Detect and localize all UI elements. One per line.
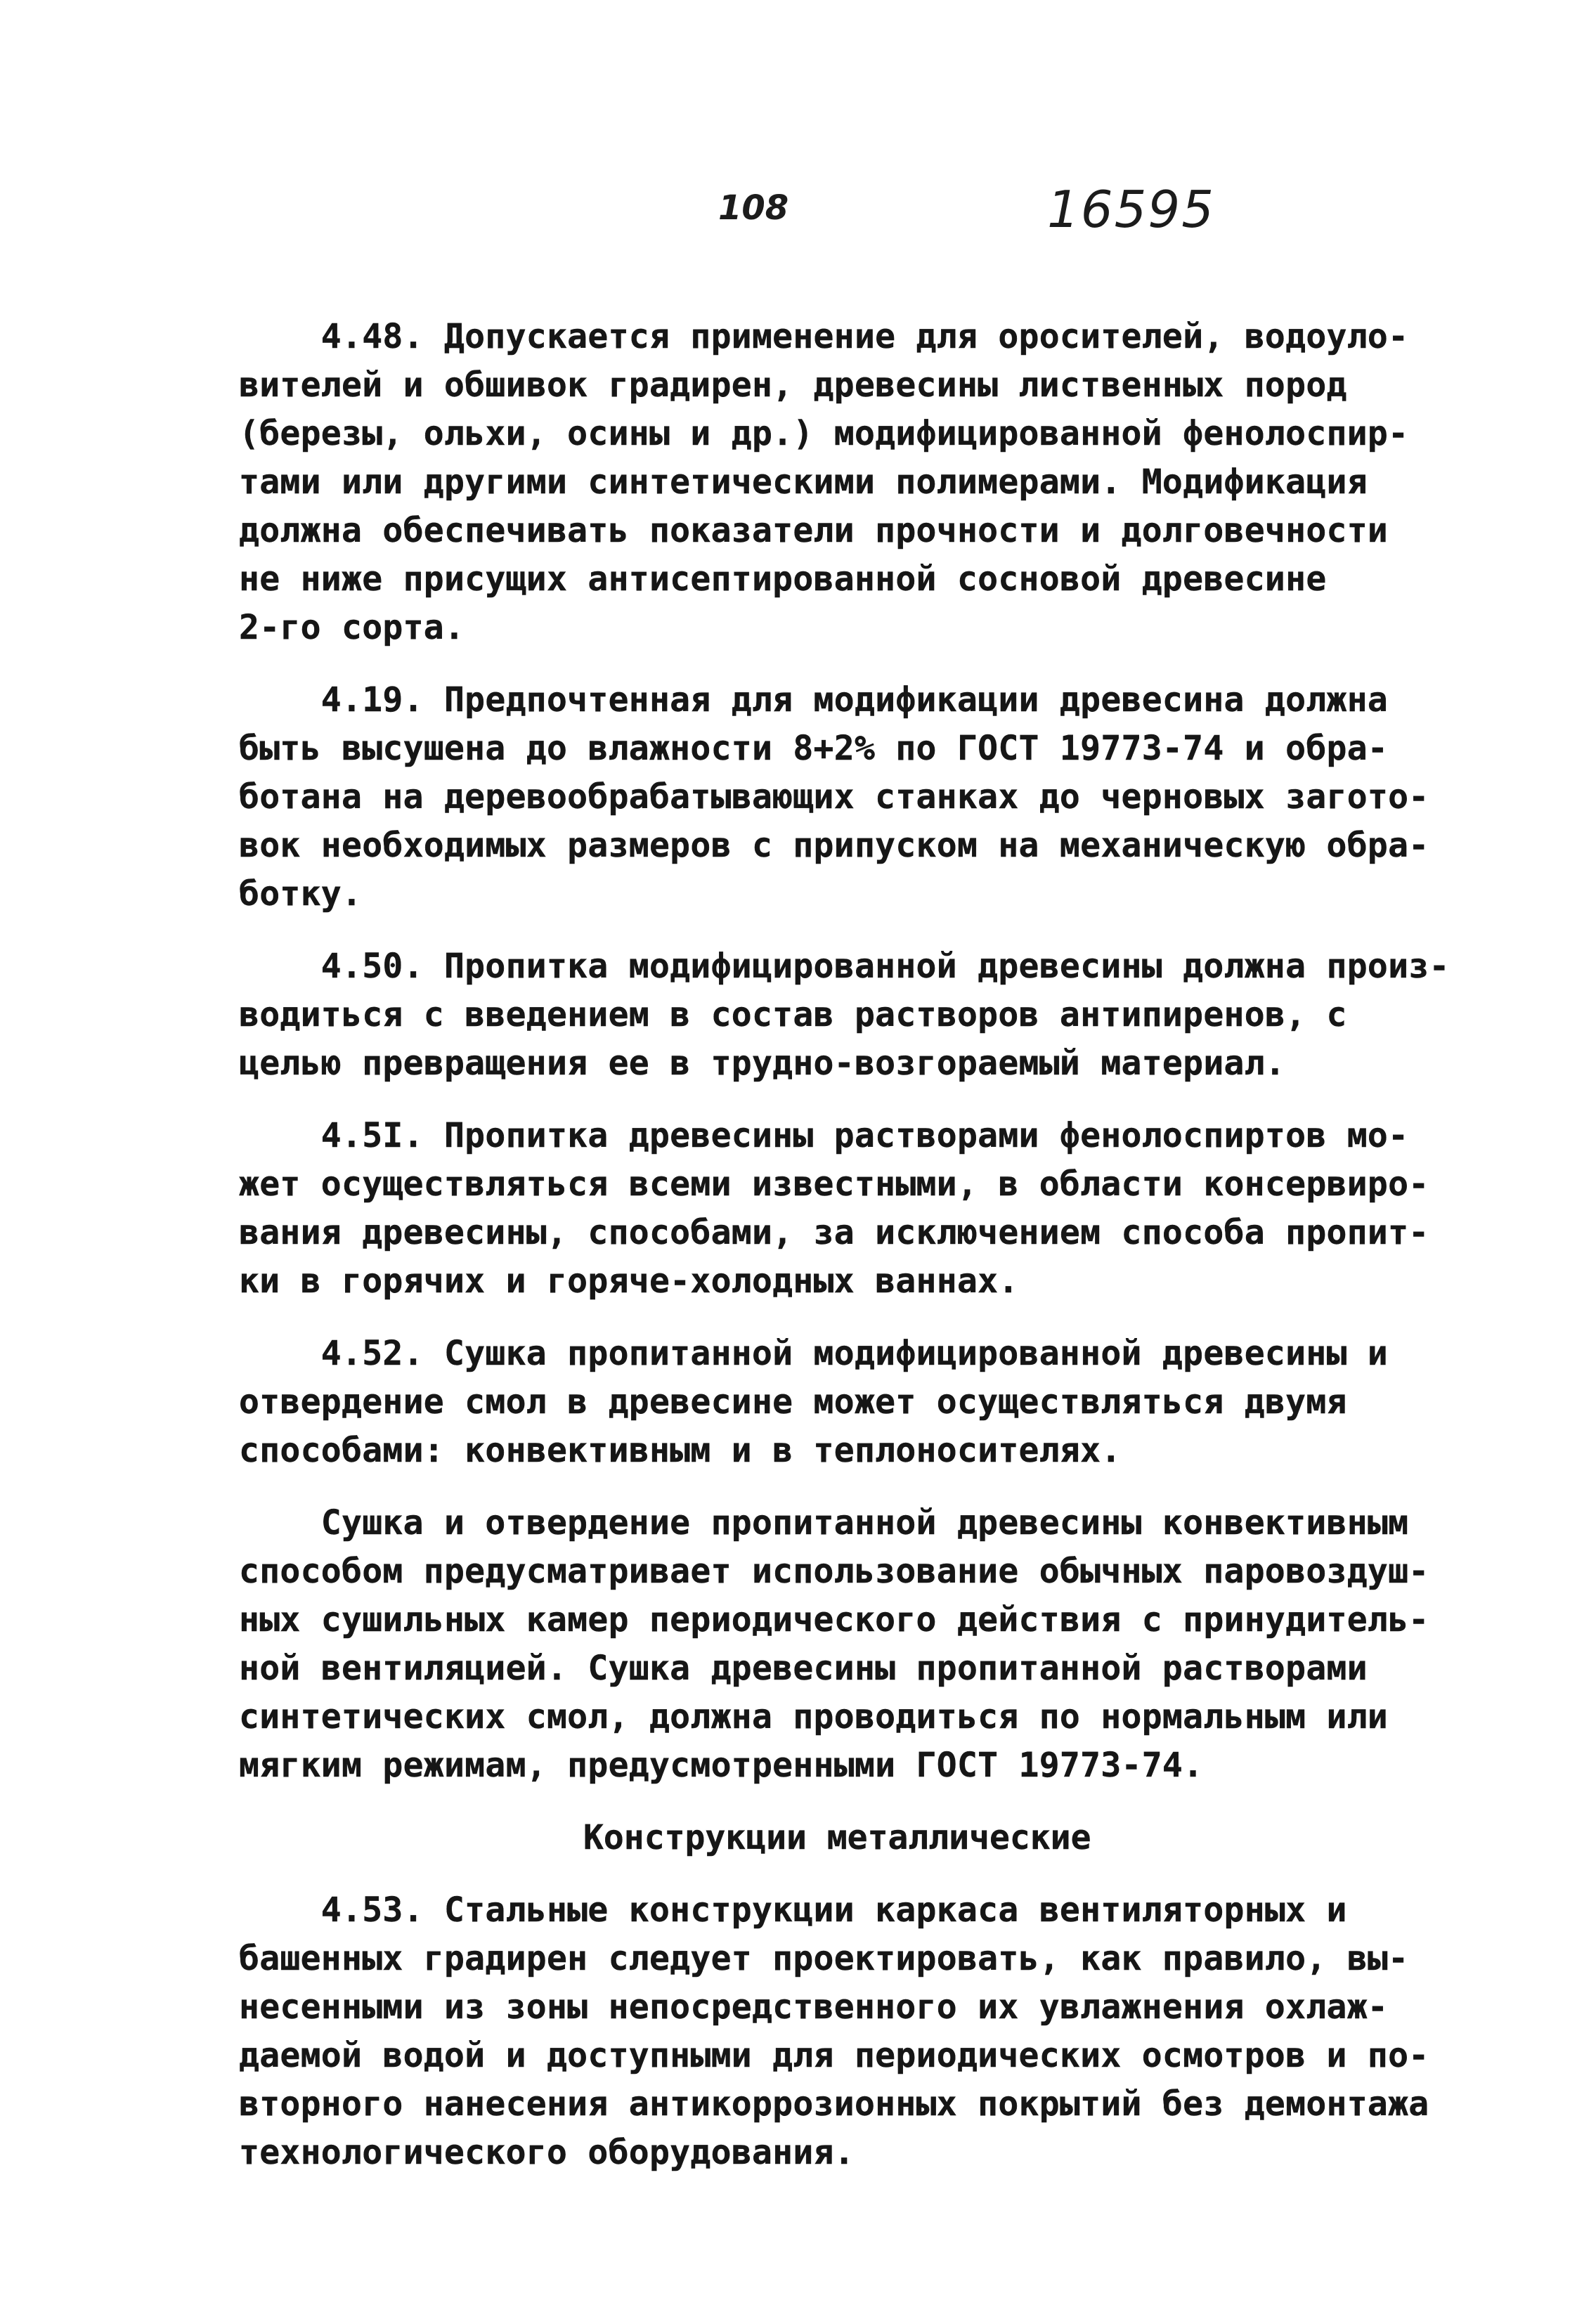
text-line: вок необходимых размеров с припуском на механическую обра- [239, 826, 1429, 865]
text-line: 4.53. Стальные конструкции каркаса вентиляторных и [239, 1890, 1347, 1930]
text-line: вителей и обшивок градирен, древесины лиственных пород [239, 365, 1347, 405]
text-line: вания древесины, способами, за исключением способа пропит- [239, 1213, 1429, 1252]
paragraph-spacer [239, 918, 1448, 942]
document-body [239, 313, 1448, 2177]
paragraph-spacer [239, 1088, 1448, 1112]
paragraph-spacer [239, 1790, 1448, 1814]
paragraph-4-49 [239, 676, 1448, 918]
paragraph-4-50 [239, 942, 1448, 1088]
paragraph-drying [239, 1499, 1448, 1790]
page-number: 108 [718, 188, 789, 228]
text-line: 4.50. Пропитка модифицированной древесины должна произ- [239, 947, 1450, 986]
text-line: ботку. [239, 874, 363, 914]
text-line: вторного нанесения антикоррозионных покрытий без демонтажа [239, 2084, 1429, 2124]
text-line: ной вентиляцией. Сушка древесины пропитанной растворами [239, 1649, 1368, 1688]
paragraph-spacer [239, 1475, 1448, 1499]
paragraph-spacer [239, 1862, 1448, 1886]
section-heading: Конструкции металлические [583, 1818, 1091, 1857]
text-line: водиться с введением в состав растворов антипиренов, с [239, 995, 1347, 1034]
text-line: технологического оборудования. [239, 2133, 855, 2172]
text-line: быть высушена до влажности 8+2% по ГОСТ 19773-74 и обра- [239, 729, 1389, 768]
text-line: должна обеспечивать показатели прочности и долговечности [239, 511, 1389, 550]
text-line: целью превращения ее в трудно-возгораемый материал. [239, 1044, 1286, 1083]
text-line: ки в горячих и горяче-холодных ваннах. [239, 1261, 1019, 1301]
paragraph-spacer [239, 1306, 1448, 1330]
text-line: (березы, ольхи, осины и др.) модифицированной фенолоспир- [239, 414, 1409, 453]
text-line: 4.19. Предпочтенная для модификации древесина должна [239, 680, 1389, 720]
text-line: 4.48. Допускается применение для оросителей, водоуло- [239, 317, 1409, 356]
paragraph-4-51 [239, 1112, 1448, 1306]
text-line: способами: конвективным и в теплоносителях. [239, 1431, 1122, 1470]
text-line: мягким режимам, предусмотренными ГОСТ 19773-74. [239, 1746, 1204, 1785]
text-line: 4.52. Сушка пропитанной модифицированной древесины и [239, 1334, 1389, 1373]
paragraph-4-53 [239, 1886, 1448, 2177]
text-line: тами или другими синтетическими полимерами. Модификация [239, 462, 1368, 502]
text-line: синтетических смол, должна проводиться по нормальным или [239, 1697, 1389, 1736]
text-line: 4.5I. Пропитка древесины растворами фенолоспиртов мо- [239, 1116, 1409, 1155]
text-line: отвердение смол в древесине может осуществляться двумя [239, 1382, 1347, 1422]
document-number: 16595 [1047, 180, 1216, 239]
text-line: несенными из зоны непосредственного их увлажнения охлаж- [239, 1987, 1389, 2027]
text-line: ных сушильных камер периодического действия с принудитель- [239, 1600, 1429, 1640]
paragraph-4-48 [239, 313, 1448, 652]
text-line: Сушка и отвердение пропитанной древесины конвективным [239, 1503, 1409, 1543]
text-line: ботана на деревообрабатывающих станках до черновых загото- [239, 777, 1429, 817]
paragraph-spacer [239, 652, 1448, 676]
text-line: не ниже присущих антисептированной сосновой древесине [239, 559, 1327, 599]
text-line: жет осуществляться всеми известными, в области консервиро- [239, 1164, 1429, 1204]
paragraph-4-52 [239, 1330, 1448, 1475]
text-line: 2-го сорта. [239, 608, 465, 647]
text-line: способом предусматривает использование обычных паровоздуш- [239, 1552, 1429, 1591]
text-line: даемой водой и доступными для периодических осмотров и по- [239, 2036, 1429, 2075]
text-line: башенных градирен следует проектировать, как правило, вы- [239, 1939, 1409, 1978]
